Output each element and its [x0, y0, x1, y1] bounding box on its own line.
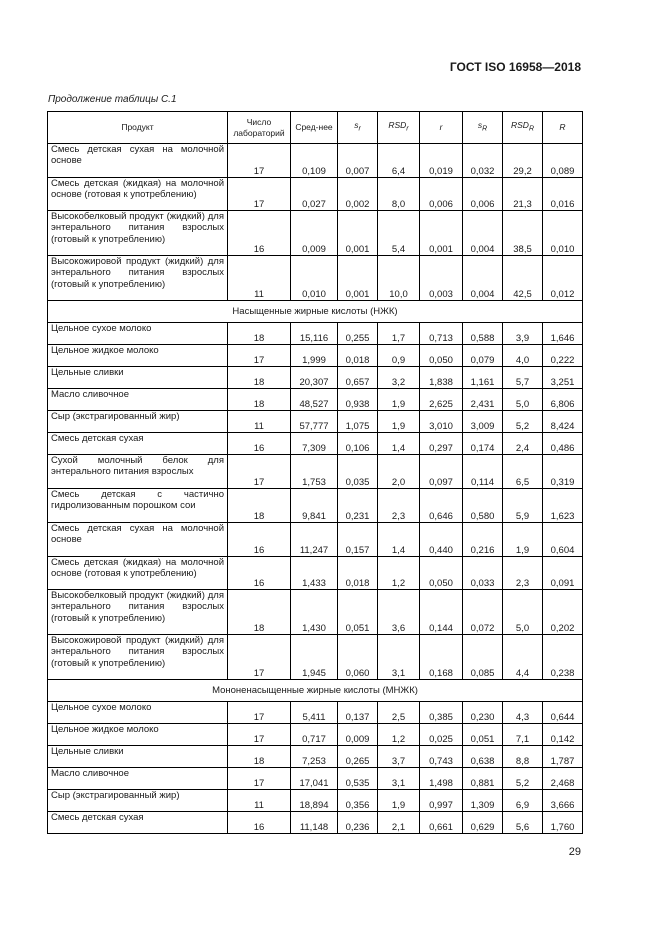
cell-rsdr: 3,1	[378, 635, 420, 680]
cell-r: 0,997	[420, 790, 463, 812]
cell-labs: 17	[228, 345, 291, 367]
cell-rsdr: 2,5	[378, 702, 420, 724]
table-row	[48, 455, 583, 489]
cell-rsdr: 1,9	[378, 790, 420, 812]
cell-r: 0,003	[420, 256, 463, 301]
cell-rsdr: 1,4	[378, 523, 420, 557]
cell-rsdr: 2,3	[378, 489, 420, 523]
cell-r: 8,424	[543, 411, 583, 433]
cell-r: 0,097	[420, 455, 463, 489]
table-row	[48, 812, 583, 834]
cell-r: 6,806	[543, 389, 583, 411]
cell-sr: 0,657	[338, 367, 378, 389]
cell-r: 1,498	[420, 768, 463, 790]
cell-mean: 18,894	[291, 790, 338, 812]
section-row	[48, 301, 583, 323]
cell-rsdr: 3,6	[378, 590, 420, 635]
cell-sr: 0,255	[338, 323, 378, 345]
cell-r: 0,440	[420, 523, 463, 557]
cell-rsdr: 3,9	[503, 323, 543, 345]
cell-rsdr: 29,2	[503, 144, 543, 178]
cell-mean: 7,309	[291, 433, 338, 455]
cell-sr: 0,535	[338, 768, 378, 790]
table-row	[48, 724, 583, 746]
cell-product: Цельное сухое молоко	[48, 323, 228, 345]
cell-labs: 18	[228, 746, 291, 768]
cell-sr: 0,231	[338, 489, 378, 523]
cell-mean: 11,148	[291, 812, 338, 834]
cell-r: 1,838	[420, 367, 463, 389]
cell-product: Сыр (экстрагированный жир)	[48, 790, 228, 812]
cell-r: 0,050	[420, 557, 463, 590]
header-sR: $s_R$	[463, 112, 503, 144]
cell-r: 3,666	[543, 790, 583, 812]
table-row	[48, 211, 583, 256]
cell-product: Масло сливочное	[48, 389, 228, 411]
cell-sr: 0,051	[463, 724, 503, 746]
cell-rsdr: 2,0	[378, 455, 420, 489]
cell-r: 0,089	[543, 144, 583, 178]
cell-labs: 16	[228, 433, 291, 455]
cell-mean: 9,841	[291, 489, 338, 523]
cell-rsdr: 4,0	[503, 345, 543, 367]
cell-rsdr: 8,8	[503, 746, 543, 768]
cell-sr: 0,580	[463, 489, 503, 523]
cell-sr: 1,309	[463, 790, 503, 812]
cell-sr: 0,001	[338, 211, 378, 256]
cell-labs: 18	[228, 367, 291, 389]
cell-sr: 0,174	[463, 433, 503, 455]
cell-sr: 3,009	[463, 411, 503, 433]
cell-product: Смесь детская (жидкая) на молочной основе (готовая к употреблению)	[48, 178, 228, 211]
precision-table	[47, 111, 583, 834]
cell-rsdr: 3,7	[378, 746, 420, 768]
cell-product: Смесь детская сухая на молочной основе	[48, 523, 228, 557]
cell-sr: 0,004	[463, 211, 503, 256]
cell-labs: 17	[228, 702, 291, 724]
cell-labs: 16	[228, 557, 291, 590]
header-rsdR: $RSD_R$	[503, 112, 543, 144]
cell-sr: 0,938	[338, 389, 378, 411]
cell-r: 0,644	[543, 702, 583, 724]
cell-product: Высокожировой продукт (жидкий) для энтерального питания взрослых (готовый к употреблению)	[48, 635, 228, 680]
cell-labs: 18	[228, 323, 291, 345]
cell-rsdr: 1,9	[503, 523, 543, 557]
cell-rsdr: 3,1	[378, 768, 420, 790]
cell-sr: 0,106	[338, 433, 378, 455]
cell-r: 0,713	[420, 323, 463, 345]
cell-sr: 0,114	[463, 455, 503, 489]
header-rsdr: $RSD_r$	[378, 112, 420, 144]
cell-r: 1,787	[543, 746, 583, 768]
cell-sr: 0,051	[338, 590, 378, 635]
table-row	[48, 746, 583, 768]
table-row	[48, 345, 583, 367]
table-row	[48, 178, 583, 211]
cell-sr: 0,629	[463, 812, 503, 834]
table-row	[48, 768, 583, 790]
cell-sr: 0,004	[463, 256, 503, 301]
cell-r: 2,468	[543, 768, 583, 790]
cell-sr: 0,356	[338, 790, 378, 812]
section-title: Мононенасыщенные жирные кислоты (МНЖК)	[48, 680, 583, 702]
cell-r: 0,646	[420, 489, 463, 523]
cell-labs: 17	[228, 768, 291, 790]
cell-r: 0,025	[420, 724, 463, 746]
cell-sr: 0,060	[338, 635, 378, 680]
table-caption: Продолжение таблицы С.1	[48, 94, 177, 105]
cell-r: 0,006	[420, 178, 463, 211]
cell-mean: 57,777	[291, 411, 338, 433]
cell-sr: 0,265	[338, 746, 378, 768]
table-row	[48, 411, 583, 433]
cell-mean: 1,430	[291, 590, 338, 635]
cell-rsdr: 5,7	[503, 367, 543, 389]
cell-sr: 0,072	[463, 590, 503, 635]
cell-r: 0,001	[420, 211, 463, 256]
cell-labs: 17	[228, 635, 291, 680]
cell-product: Масло сливочное	[48, 768, 228, 790]
table-row	[48, 323, 583, 345]
cell-sr: 0,881	[463, 768, 503, 790]
cell-mean: 0,027	[291, 178, 338, 211]
cell-r: 0,050	[420, 345, 463, 367]
cell-mean: 0,010	[291, 256, 338, 301]
cell-r: 0,297	[420, 433, 463, 455]
cell-product: Смесь детская (жидкая) на молочной основе (готовая к употреблению)	[48, 557, 228, 590]
cell-labs: 11	[228, 411, 291, 433]
cell-mean: 20,307	[291, 367, 338, 389]
cell-labs: 18	[228, 590, 291, 635]
header-product: Продукт	[48, 112, 228, 144]
cell-product: Смесь детская с частично гидролизованным порошком сои	[48, 489, 228, 523]
section-row	[48, 680, 583, 702]
header-r: r	[420, 112, 463, 144]
cell-product: Высокобелковый продукт (жидкий) для энтерального питания взрослых (готовый к употреблению)	[48, 211, 228, 256]
cell-product: Смесь детская сухая на молочной основе	[48, 144, 228, 178]
cell-sr: 0,033	[463, 557, 503, 590]
cell-r: 3,010	[420, 411, 463, 433]
cell-rsdr: 0,9	[378, 345, 420, 367]
cell-product: Высокобелковый продукт (жидкий) для энтерального питания взрослых (готовый к употреблению)	[48, 590, 228, 635]
cell-product: Цельное жидкое молоко	[48, 724, 228, 746]
cell-r: 0,142	[543, 724, 583, 746]
table-row	[48, 144, 583, 178]
cell-labs: 11	[228, 256, 291, 301]
cell-mean: 17,041	[291, 768, 338, 790]
cell-mean: 1,999	[291, 345, 338, 367]
cell-rsdr: 2,1	[378, 812, 420, 834]
cell-product: Цельное жидкое молоко	[48, 345, 228, 367]
cell-rsdr: 4,3	[503, 702, 543, 724]
cell-labs: 16	[228, 211, 291, 256]
table-row	[48, 590, 583, 635]
cell-r: 1,623	[543, 489, 583, 523]
cell-rsdr: 5,4	[378, 211, 420, 256]
cell-r: 0,319	[543, 455, 583, 489]
cell-labs: 18	[228, 489, 291, 523]
cell-sr: 0,085	[463, 635, 503, 680]
cell-sr: 0,236	[338, 812, 378, 834]
cell-labs: 17	[228, 724, 291, 746]
cell-r: 0,385	[420, 702, 463, 724]
cell-r: 1,760	[543, 812, 583, 834]
cell-rsdr: 5,2	[503, 768, 543, 790]
cell-r: 0,238	[543, 635, 583, 680]
table-body	[48, 144, 583, 834]
cell-r: 0,091	[543, 557, 583, 590]
header-R: R	[543, 112, 583, 144]
cell-labs: 16	[228, 523, 291, 557]
table-row	[48, 790, 583, 812]
cell-rsdr: 42,5	[503, 256, 543, 301]
table-header-row	[48, 112, 583, 144]
cell-labs: 18	[228, 389, 291, 411]
cell-mean: 11,247	[291, 523, 338, 557]
cell-sr: 0,230	[463, 702, 503, 724]
cell-sr: 0,079	[463, 345, 503, 367]
standard-code: ГОСТ ISO 16958—2018	[449, 60, 581, 74]
cell-rsdr: 8,0	[378, 178, 420, 211]
cell-r: 0,743	[420, 746, 463, 768]
table-row	[48, 256, 583, 301]
cell-sr: 1,075	[338, 411, 378, 433]
cell-mean: 1,945	[291, 635, 338, 680]
cell-r: 0,202	[543, 590, 583, 635]
cell-rsdr: 38,5	[503, 211, 543, 256]
cell-sr: 0,032	[463, 144, 503, 178]
cell-sr: 0,009	[338, 724, 378, 746]
cell-rsdr: 5,0	[503, 590, 543, 635]
table-row	[48, 557, 583, 590]
cell-rsdr: 7,1	[503, 724, 543, 746]
cell-mean: 5,411	[291, 702, 338, 724]
cell-rsdr: 2,4	[503, 433, 543, 455]
header-mean: Сред-нее	[291, 112, 338, 144]
cell-sr: 0,018	[338, 345, 378, 367]
table-row	[48, 433, 583, 455]
cell-r: 1,646	[543, 323, 583, 345]
table-row	[48, 489, 583, 523]
header-labs: Число лабораторий	[228, 112, 291, 144]
cell-labs: 17	[228, 178, 291, 211]
cell-rsdr: 4,4	[503, 635, 543, 680]
cell-product: Смесь детская сухая	[48, 433, 228, 455]
cell-labs: 11	[228, 790, 291, 812]
table-row	[48, 702, 583, 724]
cell-r: 0,604	[543, 523, 583, 557]
cell-r: 0,144	[420, 590, 463, 635]
cell-rsdr: 1,9	[378, 411, 420, 433]
header-sr: $s_r$	[338, 112, 378, 144]
table-row	[48, 523, 583, 557]
cell-sr: 0,216	[463, 523, 503, 557]
cell-product: Цельное сухое молоко	[48, 702, 228, 724]
cell-mean: 0,009	[291, 211, 338, 256]
cell-r: 0,661	[420, 812, 463, 834]
cell-r: 3,251	[543, 367, 583, 389]
cell-rsdr: 5,9	[503, 489, 543, 523]
cell-r: 0,010	[543, 211, 583, 256]
cell-rsdr: 5,6	[503, 812, 543, 834]
cell-sr: 0,137	[338, 702, 378, 724]
cell-product: Цельные сливки	[48, 367, 228, 389]
cell-r: 2,625	[420, 389, 463, 411]
cell-rsdr: 10,0	[378, 256, 420, 301]
cell-sr: 0,018	[338, 557, 378, 590]
cell-sr: 0,002	[338, 178, 378, 211]
cell-labs: 17	[228, 144, 291, 178]
cell-rsdr: 1,9	[378, 389, 420, 411]
cell-product: Высокожировой продукт (жидкий) для энтерального питания взрослых (готовый к употреблению)	[48, 256, 228, 301]
cell-labs: 16	[228, 812, 291, 834]
cell-mean: 0,109	[291, 144, 338, 178]
cell-labs: 17	[228, 455, 291, 489]
cell-product: Сухой молочный белок для энтерального питания взрослых	[48, 455, 228, 489]
cell-mean: 0,717	[291, 724, 338, 746]
table-row	[48, 635, 583, 680]
section-title: Насыщенные жирные кислоты (НЖК)	[48, 301, 583, 323]
cell-mean: 7,253	[291, 746, 338, 768]
cell-sr: 0,007	[338, 144, 378, 178]
cell-rsdr: 1,7	[378, 323, 420, 345]
cell-r: 0,486	[543, 433, 583, 455]
cell-rsdr: 3,2	[378, 367, 420, 389]
cell-r: 0,168	[420, 635, 463, 680]
cell-sr: 0,035	[338, 455, 378, 489]
cell-rsdr: 1,2	[378, 557, 420, 590]
cell-mean: 15,116	[291, 323, 338, 345]
cell-mean: 48,527	[291, 389, 338, 411]
cell-rsdr: 1,4	[378, 433, 420, 455]
cell-mean: 1,433	[291, 557, 338, 590]
cell-sr: 1,161	[463, 367, 503, 389]
cell-rsdr: 6,5	[503, 455, 543, 489]
cell-rsdr: 5,2	[503, 411, 543, 433]
cell-product: Смесь детская сухая	[48, 812, 228, 834]
cell-sr: 0,001	[338, 256, 378, 301]
cell-r: 0,012	[543, 256, 583, 301]
cell-rsdr: 6,9	[503, 790, 543, 812]
cell-rsdr: 2,3	[503, 557, 543, 590]
cell-sr: 0,157	[338, 523, 378, 557]
cell-rsdr: 1,2	[378, 724, 420, 746]
cell-sr: 0,006	[463, 178, 503, 211]
page-number: 29	[568, 846, 581, 858]
table-row	[48, 367, 583, 389]
cell-sr: 2,431	[463, 389, 503, 411]
cell-rsdr: 21,3	[503, 178, 543, 211]
cell-r: 0,016	[543, 178, 583, 211]
cell-r: 0,019	[420, 144, 463, 178]
cell-sr: 0,638	[463, 746, 503, 768]
cell-product: Цельные сливки	[48, 746, 228, 768]
cell-product: Сыр (экстрагированный жир)	[48, 411, 228, 433]
cell-rsdr: 6,4	[378, 144, 420, 178]
cell-rsdr: 5,0	[503, 389, 543, 411]
cell-sr: 0,588	[463, 323, 503, 345]
cell-r: 0,222	[543, 345, 583, 367]
cell-mean: 1,753	[291, 455, 338, 489]
table-row	[48, 389, 583, 411]
